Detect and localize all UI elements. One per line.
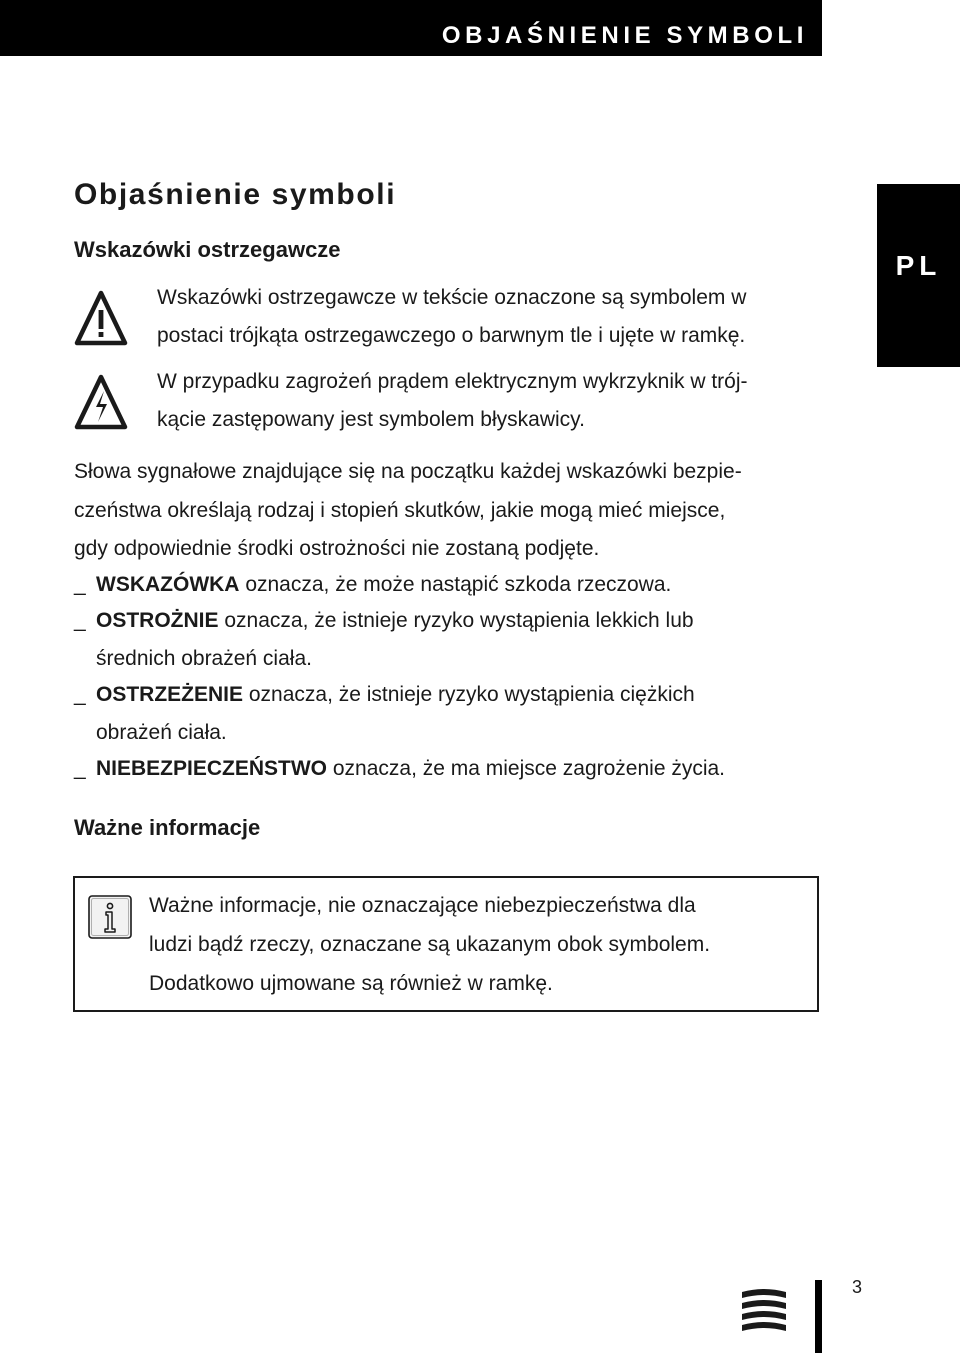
bullet-wskazowka [96, 566, 671, 603]
bullet-dash: _ [74, 573, 86, 596]
bullet-ostrzezenie-continuation: obrażeń ciała. [96, 721, 227, 744]
bullet-dash: _ [74, 683, 86, 706]
page-number: 3 [852, 1277, 863, 1297]
signal-words-line-3: gdy odpowiednie środki ostrożności nie zostaną podjęte. [74, 537, 600, 560]
info-box-line-1: Ważne informacje, nie oznaczające niebezpieczeństwa dla [149, 894, 696, 917]
header-title: OBJAŚNIENIE SYMBOLI [441, 22, 808, 49]
bullet-term: WSKAZÓWKA [96, 573, 240, 596]
warnings-heading: Wskazówki ostrzegawcze [74, 237, 341, 262]
warning-symbol-line-2: postaci trójkąta ostrzegawczego o barwnym tle i ujęte w ramkę. [157, 324, 746, 347]
info-box-line-2: ludzi bądź rzeczy, oznaczane są ukazanym obok symbolem. [149, 933, 711, 956]
bullet-dash: _ [74, 757, 86, 780]
language-tab-label: PL [895, 250, 942, 281]
warning-triangle-icon [74, 289, 128, 347]
header-bar [0, 0, 822, 56]
info-icon [87, 894, 133, 940]
bullet-description: oznacza, że ma miejsce zagrożenie życia. [327, 757, 726, 780]
signal-words-line-2: czeństwa określają rodzaj i stopień skutków, jakie mogą mieć miejsce, [74, 499, 726, 522]
bullet-description: oznacza, że może nastąpić szkoda rzeczowa. [239, 573, 672, 596]
language-tab [877, 184, 960, 367]
bullet-niebezpieczenstwo [96, 750, 725, 787]
footer-rule [815, 1280, 822, 1353]
bullet-dash: _ [74, 609, 86, 632]
bullet-ostroznie [96, 602, 694, 639]
info-box [73, 876, 819, 1012]
warning-symbol-line-1: Wskazówki ostrzegawcze w tekście oznaczone są symbolem w [157, 286, 747, 309]
lightning-triangle-icon [74, 373, 128, 431]
bullet-ostroznie-continuation: średnich obrażeń ciała. [96, 647, 312, 670]
info-box-text [149, 886, 710, 1003]
bullet-term: OSTROŻNIE [96, 609, 219, 632]
important-heading: Ważne informacje [74, 815, 261, 840]
page-title: Objaśnienie symboli [74, 178, 397, 211]
bullet-term: OSTRZEŻENIE [96, 683, 244, 706]
bullet-description: oznacza, że istnieje ryzyko wystąpienia lekkich lub [218, 609, 694, 632]
info-box-line-3: Dodatkowo ujmowane są również w ramkę. [149, 972, 553, 995]
bullet-term: NIEBEZPIECZEŃSTWO [96, 757, 328, 780]
signal-words-line-1: Słowa sygnałowe znajdujące się na początku każdej wskazówki bezpie- [74, 460, 742, 483]
electric-symbol-line-2: kącie zastępowany jest symbolem błyskawicy. [157, 408, 585, 431]
electric-symbol-line-1: W przypadku zagrożeń prądem elektrycznym wykrzyknik w trój- [157, 370, 748, 393]
bullet-ostrzezenie [96, 676, 695, 713]
brand-logo-icon [740, 1288, 788, 1334]
bullet-description: oznacza, że istnieje ryzyko wystąpienia ciężkich [243, 683, 695, 706]
